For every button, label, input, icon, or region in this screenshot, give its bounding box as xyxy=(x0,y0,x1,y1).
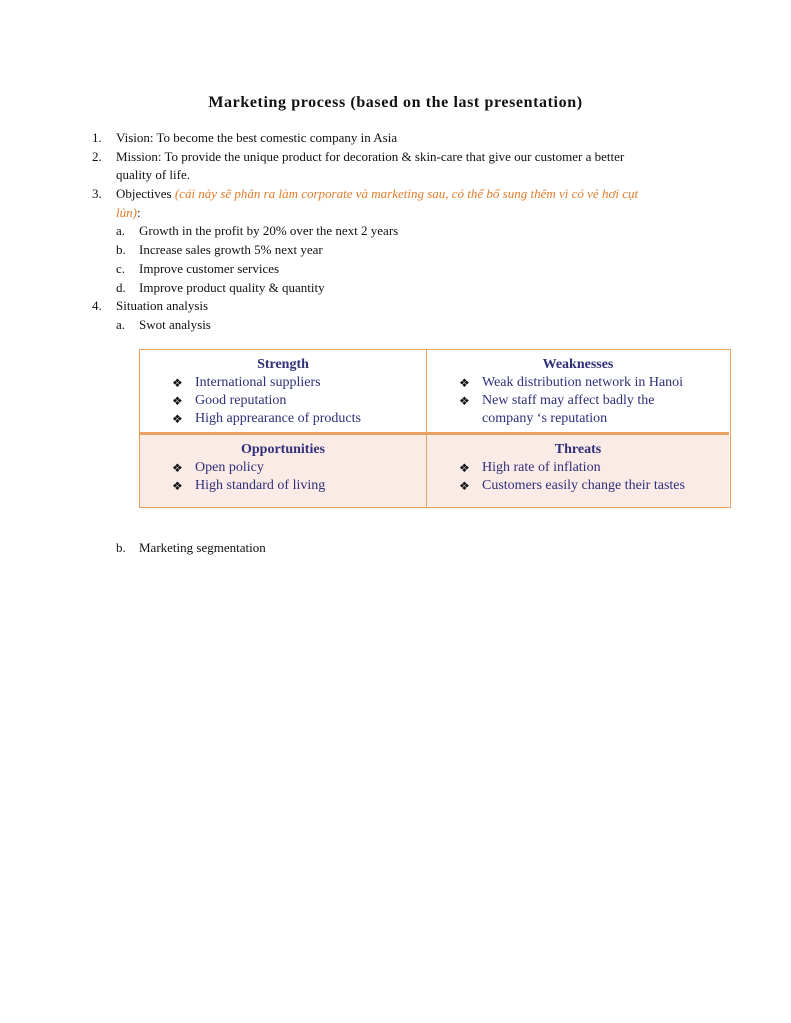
swot-list-item: ❖ Customers easily change their tastes xyxy=(459,478,685,493)
objectives-colon: : xyxy=(136,205,141,220)
mission-text-cont: quality of life. xyxy=(116,167,191,182)
swot-list-item: ❖ New staff may affect badly the xyxy=(459,393,655,408)
item-number: 3. xyxy=(92,186,102,201)
swot-strength-title: Strength xyxy=(257,357,309,372)
sub-item-letter: a. xyxy=(116,317,126,332)
diamond-bullet-icon: ❖ xyxy=(459,461,470,475)
swot-threats-title: Threats xyxy=(554,442,602,457)
diamond-bullet-icon: ❖ xyxy=(172,461,183,475)
objectives-line-cont xyxy=(116,204,141,222)
swot-list-item-cont: company ‘s reputation xyxy=(482,411,608,426)
diamond-bullet-icon: ❖ xyxy=(172,376,183,390)
sub-item-letter: d. xyxy=(116,280,126,295)
objectives-label: Objectives xyxy=(116,186,175,201)
swot-weaknesses-cell xyxy=(426,350,729,432)
swot-opportunities-cell xyxy=(140,432,426,507)
diamond-bullet-icon: ❖ xyxy=(172,394,183,408)
objective-item: Improve product quality & quantity xyxy=(139,280,325,295)
swot-opportunities-title: Opportunities xyxy=(240,442,325,457)
swot-list-item: ❖ High rate of inflation xyxy=(459,460,601,475)
swot-list-item: ❖ High apprearance of products xyxy=(172,411,361,426)
page-title: Marketing process (based on the last presentation) xyxy=(208,94,583,111)
objectives-line xyxy=(116,185,638,203)
diamond-bullet-icon: ❖ xyxy=(459,394,470,408)
swot-list-item: ❖ International suppliers xyxy=(172,375,321,390)
situation-analysis-text: Situation analysis xyxy=(116,298,209,313)
objective-item: Improve customer services xyxy=(139,261,280,276)
diamond-bullet-icon: ❖ xyxy=(172,479,183,493)
item-number: 1. xyxy=(92,130,102,145)
swot-list-item: ❖ Open policy xyxy=(172,460,264,475)
sub-item-letter: a. xyxy=(116,223,126,238)
swot-list-item: ❖ Good reputation xyxy=(172,393,287,408)
vision-text: Vision: To become the best comestic company in Asia xyxy=(116,130,398,145)
diamond-bullet-icon: ❖ xyxy=(459,376,470,390)
swot-list-item: ❖ Weak distribution network in Hanoi xyxy=(459,375,684,390)
swot-table xyxy=(139,349,731,508)
objectives-note-cont: lủn) xyxy=(116,205,137,220)
item-number: 4. xyxy=(92,298,102,313)
sub-item-letter: c. xyxy=(116,261,126,276)
marketing-segmentation-text: Marketing segmentation xyxy=(139,540,266,555)
swot-list-item: ❖ High standard of living xyxy=(172,478,326,493)
item-number: 2. xyxy=(92,149,102,164)
objectives-note: (cái này sẽ phân ra làm corporate và marketing sau, có thể bổ sung thêm vì có vẻ hơi cụt xyxy=(174,186,639,201)
objective-item: Growth in the profit by 20% over the next 2 years xyxy=(139,223,399,238)
sub-item-letter: b. xyxy=(116,242,126,257)
objective-item: Increase sales growth 5% next year xyxy=(139,242,323,257)
swot-threats-cell xyxy=(426,432,729,507)
mission-text: Mission: To provide the unique product for decoration & skin-care that give our customer a better xyxy=(116,149,625,164)
swot-weaknesses-title: Weaknesses xyxy=(542,357,614,372)
swot-strength-cell xyxy=(140,350,426,432)
swot-analysis-text: Swot analysis xyxy=(139,317,211,332)
diamond-bullet-icon: ❖ xyxy=(459,479,470,493)
diamond-bullet-icon: ❖ xyxy=(172,412,183,426)
sub-item-letter: b. xyxy=(116,540,126,555)
